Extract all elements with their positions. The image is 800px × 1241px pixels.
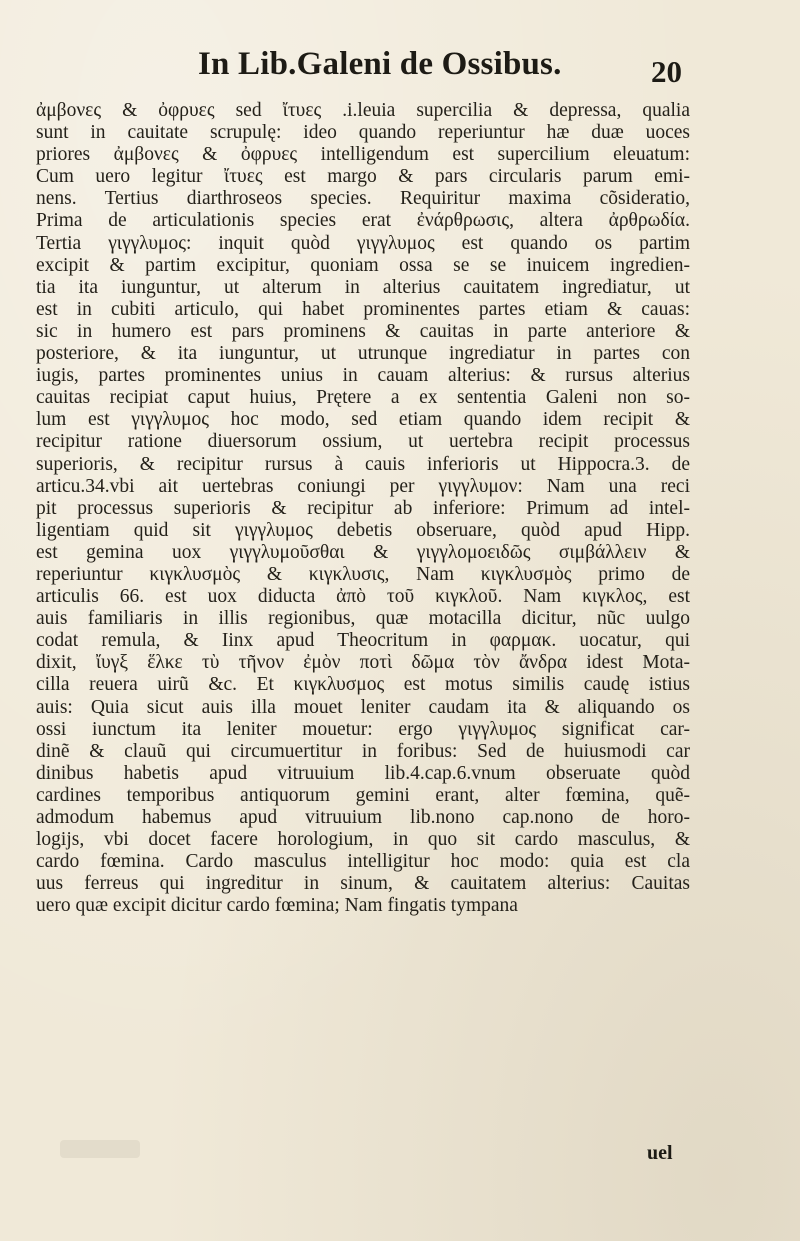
text-line: posteriore, & ita iunguntur, ut utrunque ingrediatur in partes con	[36, 343, 690, 365]
running-title: In Lib.Galeni de Ossibus.	[198, 46, 562, 82]
text-line: ligentiam quid sit γιγγλυμος debetis obseruare, quòd apud Hipp.	[36, 519, 690, 541]
text-line: articulis 66. est uox diducta ἀπὸ τοῦ κιγκλοῦ. Nam κιγκλος, est	[36, 586, 690, 608]
text-line: codat remula, & Iinx apud Theocritum in φαρμακ. uocatur, qui	[36, 630, 690, 652]
text-line: est in cubiti articulo, qui habet prominentes partes etiam & cauas:	[36, 298, 690, 320]
text-line: cilla reuera uirũ &c. Et κιγκλυσμος est motus similis caudę istius	[36, 674, 690, 696]
text-line: dixit, ἴυγξ ἕλκε τὺ τῆνον ἐμὸν ποτὶ δῶμα τὸν ἄνδρα idest Mota-	[36, 652, 690, 674]
text-line: est gemina uox γιγγλυμοῦσθαι & γιγγλομοειδῶς σιμβάλλειν &	[36, 541, 690, 563]
text-line: cauitas recipiat caput huius, Prętere a ex sententia Galeni non so-	[36, 387, 690, 409]
text-line: uero quæ excipit dicitur cardo fœmina; Nam fingatis tympana	[36, 895, 518, 917]
text-line: lum est γιγγλυμος hoc modo, sed etiam quando idem recipit &	[36, 409, 690, 431]
text-line: Tertia γιγγλυμος: inquit quòd γιγγλυμος est quando os partim	[36, 232, 690, 254]
text-line: Prima de articulationis species erat ἐνάρθρωσις, altera ἀρθρωδία.	[36, 210, 690, 232]
text-line: logijs, vbi docet facere horologium, in quo sit cardo masculus, &	[36, 829, 690, 851]
text-line: cardines temporibus antiquorum gemini erant, alter fœmina, quẽ-	[36, 784, 690, 806]
text-line: admodum habemus apud vitruuium lib.nono cap.nono de horo-	[36, 807, 690, 828]
text-line: pit processus superioris & recipitur ab inferiore: Primum ad intel-	[36, 497, 690, 519]
catchword: uel	[647, 1142, 673, 1164]
text-line: iugis, partes prominentes unius in cauam alterius: & rursus alterius	[36, 365, 690, 387]
text-line: auis: Quia sicut auis illa mouet leniter caudam ita & aliquando os	[36, 696, 690, 718]
text-line: reperiuntur κιγκλυσμὸς & κιγκλυσις, Nam κιγκλυσμὸς primo de	[36, 563, 690, 585]
text-line: dinẽ & clauũ qui circumuertitur in foribus: Sed de huiusmodi car	[36, 740, 690, 762]
text-line: ἀμβονες & ὀφρυες sed ἴτυες .i.leuia supercilia & depressa, qualia	[36, 100, 690, 121]
text-line: auis familiaris in illis regionibus, quæ motacilla dicitur, nũc uulgo	[36, 608, 690, 630]
ink-bleed-smudge	[60, 1140, 140, 1158]
body-text-block	[36, 100, 690, 917]
text-line: uus ferreus qui ingreditur in sinum, & cauitatem alterius: Cauitas	[36, 873, 690, 895]
text-line: tia ita iunguntur, ut alterum in alterius cauitatem ingrediatur, ut	[36, 276, 690, 298]
text-line: cardo fœmina. Cardo masculus intelligitur hoc modo: quia est cla	[36, 851, 690, 873]
text-line: ossi iunctum ita leniter mouetur: ergo γιγγλυμος significat car-	[36, 718, 690, 740]
text-line: Cum uero legitur ἴτυες est margo & pars circularis parum emi-	[36, 166, 690, 188]
text-line: dinibus habetis apud vitruuium lib.4.cap.6.vnum obseruate quòd	[36, 762, 690, 784]
text-line: recipitur ratione diuersorum ossium, ut uertebra recipit processus	[36, 431, 690, 453]
text-line: priores ἀμβονες & ὀφρυες intelligendum est supercilium eleuatum:	[36, 144, 690, 166]
text-line: excipit & partim excipitur, quoniam ossa se se inuicem ingredien-	[36, 254, 690, 276]
text-line: sic in humero est pars prominens & cauitas in parte anteriore &	[36, 320, 690, 342]
text-line: nens. Tertius diarthroseos species. Requiritur maxima cõsideratio,	[36, 188, 690, 210]
text-line: sunt in cauitate scrupulę: ideo quando reperiuntur hæ duæ uoces	[36, 122, 690, 144]
page-number: 20	[651, 54, 682, 89]
text-line: superioris, & recipitur rursus à cauis inferioris ut Hippocra.3. de	[36, 453, 690, 475]
text-line: articu.34.vbi ait uertebras coniungi per γιγγλυμον: Nam una reci	[36, 475, 690, 497]
page-header	[0, 40, 800, 90]
